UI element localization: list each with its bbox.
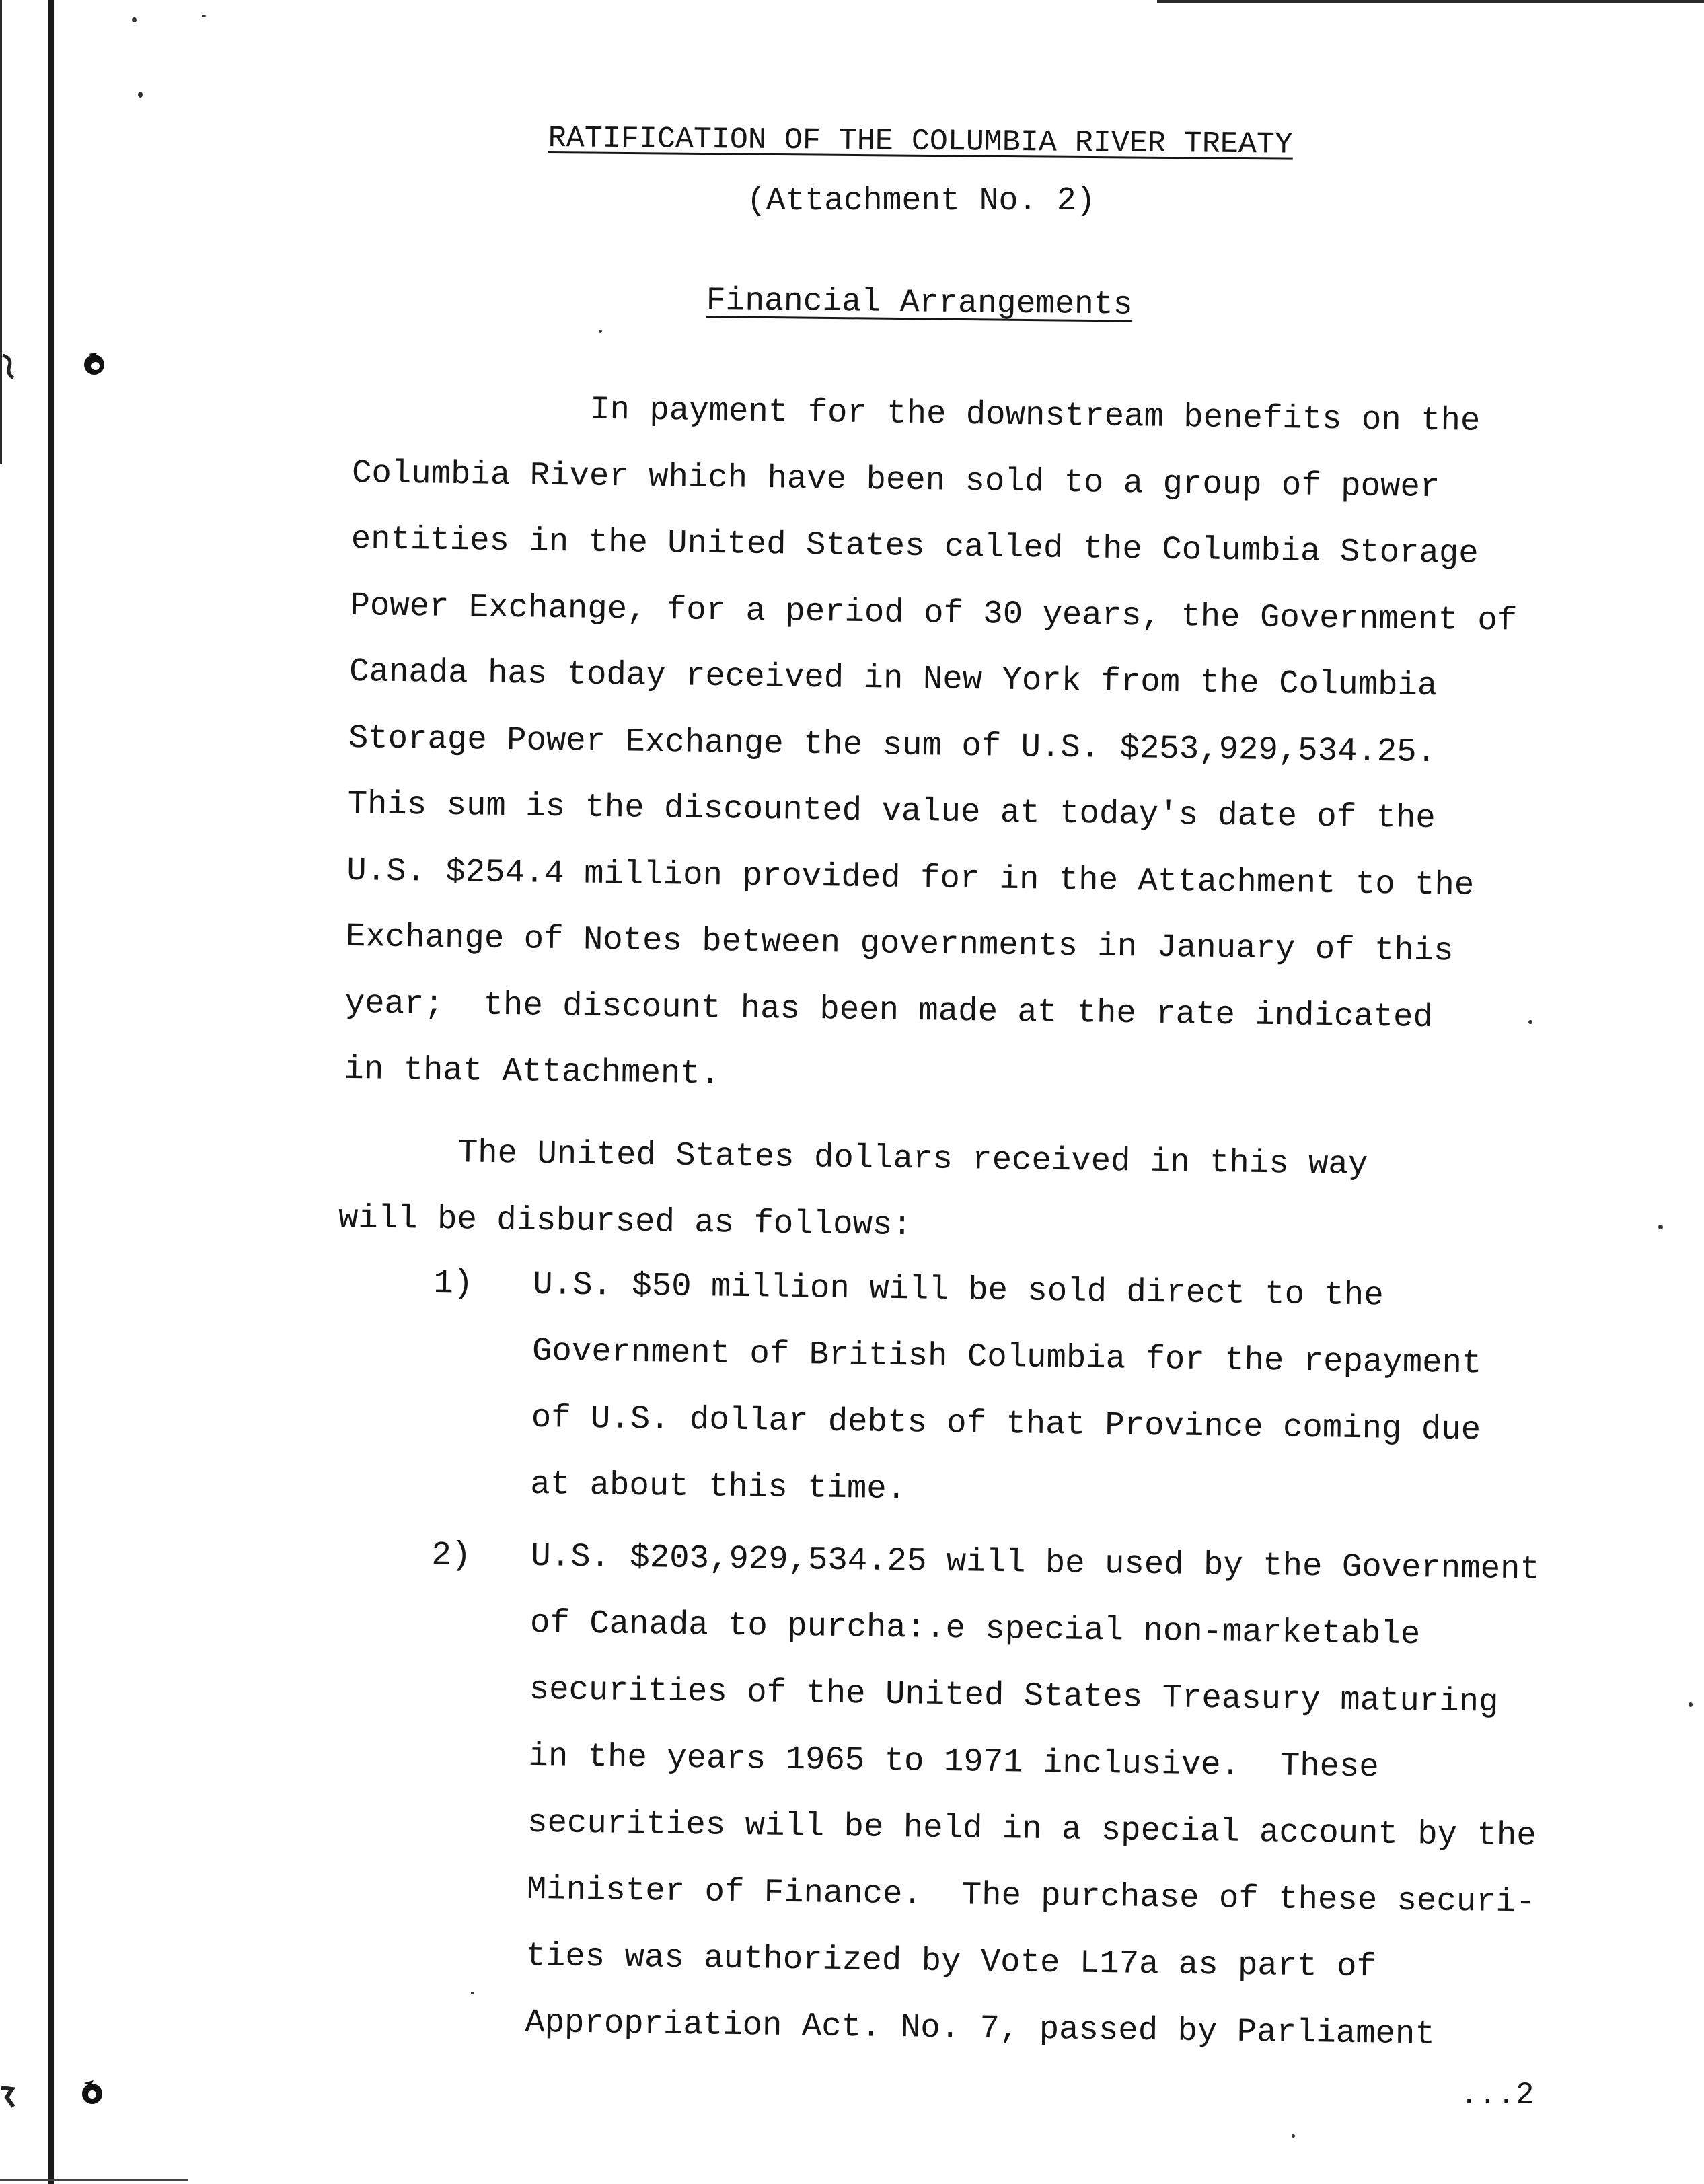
section-heading: Financial Arrangements (706, 283, 1133, 324)
scan-speck (1292, 2134, 1295, 2138)
scan-speck (1658, 1225, 1663, 1229)
page-continuation-marker: ...2 (1460, 2078, 1534, 2113)
list-item-text: U.S. $50 million will be sold direct to the Government of British Columbia for the repayment of U.S. dollar debts of that Province coming due at about this time. (530, 1265, 1482, 1508)
punch-hole-fragment-icon (0, 2082, 30, 2112)
punch-hole-icon (77, 2078, 107, 2107)
paragraph-disbursement: The United States dollars received in this way will be disbursed as follows: (338, 1132, 1368, 1244)
scan-speck (138, 92, 143, 98)
punch-hole-fragment-icon (0, 351, 30, 381)
scan-speck (132, 17, 137, 22)
scan-speck (202, 15, 206, 17)
list-item-marker: 2) (431, 1535, 472, 1574)
scan-top-edge (1157, 0, 1704, 3)
scan-edge-line-thin (0, 0, 2, 464)
scan-speck (1689, 1702, 1693, 1707)
scan-bottom-edge (0, 2179, 188, 2181)
paragraph-payment: In payment for the downstream benefits on the Columbia River which have been sold to a group of power entities in the United States called the Columbia Storage Power Exchange, for a period of 30 years, the Government of Canada has today received in New York from the Columbia Storage Power Exchange the sum of U.S. $253,929,534.25. This sum is the discounted value at today's date of the U.S. $254.4 million provided for in the Attachment to the Exchange of Notes between governments in January of this year; the discount has been made at the rate indicated in that Attachment. (344, 387, 1518, 1093)
list-item-text: U.S. $203,929,534.25 will be used by the Government of Canada to purcha:.e special non-marketable securities of the United States Treasury maturing in the years 1965 to 1971 inclusive. These securities will be held in a special account by the Minister of Finance. The purchase of these securi- ties was authorized by Vote L17a as part of Appropriation Act. No. 7, passed by Parliament (524, 1537, 1541, 2053)
scan-speck (471, 1992, 474, 1994)
list-item-marker: 1) (433, 1264, 474, 1303)
document-title: RATIFICATION OF THE COLUMBIA RIVER TREATY (548, 121, 1294, 162)
punch-hole-icon (79, 349, 109, 378)
scan-speck (599, 330, 602, 333)
scan-edge-line (48, 0, 54, 2184)
scan-speck (1528, 1020, 1532, 1024)
document-subtitle: (Attachment No. 2) (747, 183, 1096, 219)
